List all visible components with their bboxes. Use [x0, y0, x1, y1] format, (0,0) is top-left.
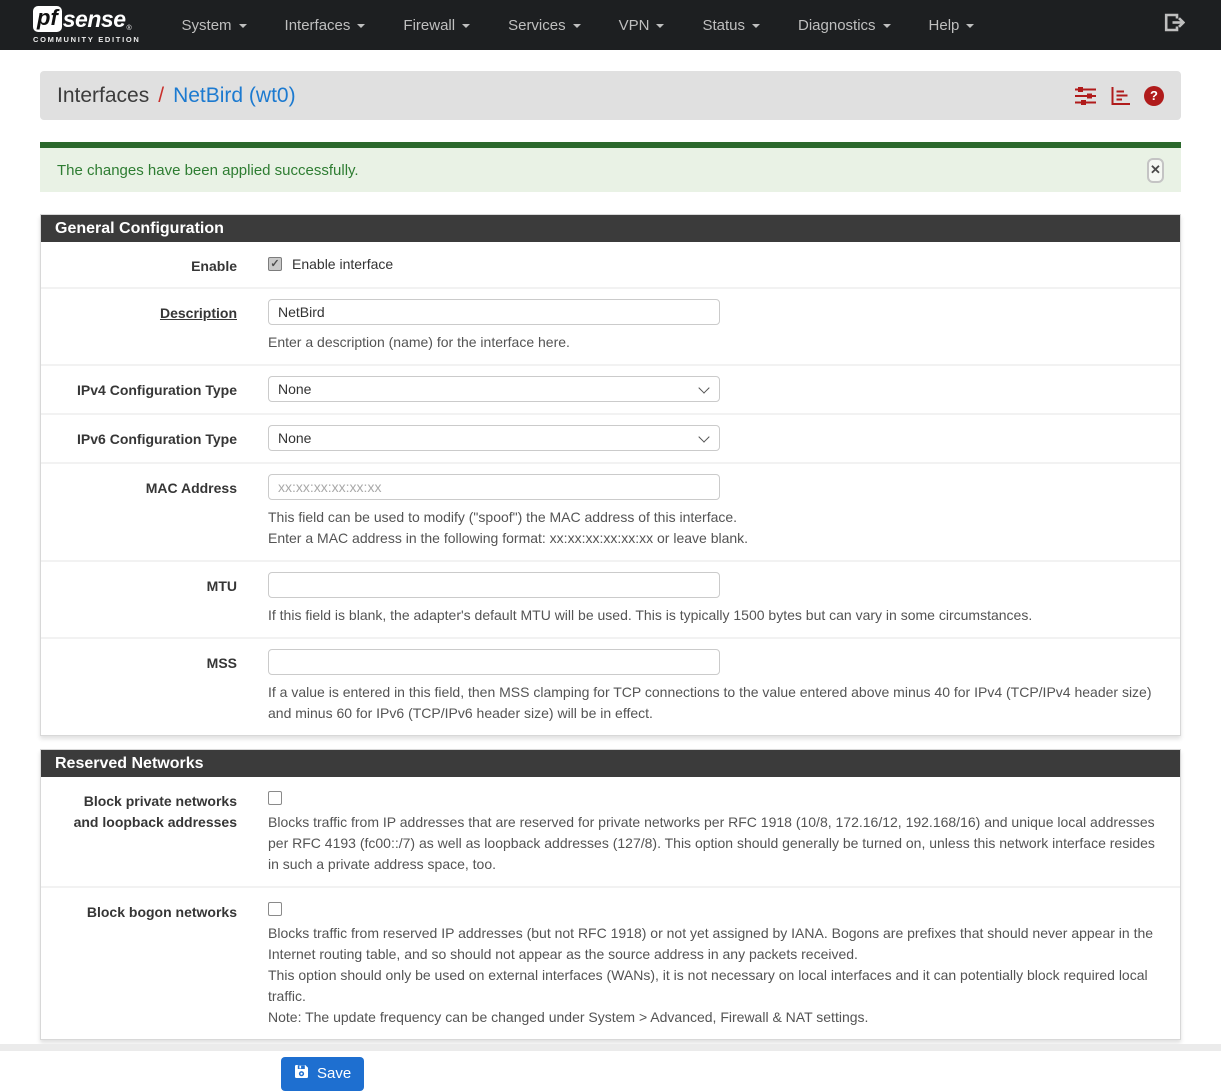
description-help: Enter a description (name) for the interface here.	[268, 334, 570, 351]
description-label	[41, 299, 237, 353]
menu-interfaces[interactable]	[266, 2, 385, 49]
floppy-save-icon	[294, 1064, 309, 1083]
ipv4-config-control	[268, 376, 1166, 402]
main-menu	[163, 2, 994, 49]
logout-button[interactable]	[1158, 7, 1191, 43]
general-configuration-body	[41, 242, 1180, 735]
block-private-row	[41, 777, 1180, 886]
block-bogon-help	[268, 923, 1166, 1028]
enable-checkbox-line	[268, 252, 1166, 272]
mtu-label: MTU	[206, 578, 237, 595]
caret-down-icon	[883, 24, 891, 28]
menu-status-label: Status	[702, 16, 745, 34]
menu-interfaces-label: Interfaces	[284, 16, 351, 34]
caret-down-icon	[462, 24, 470, 28]
menu-firewall[interactable]	[384, 2, 489, 49]
mtu-help: If this field is blank, the adapter's default MTU will be used. This is typically 1500 bytes but can vary in some circumstances.	[268, 607, 1033, 624]
reserved-networks-panel	[40, 749, 1181, 1040]
close-icon[interactable]: ✕	[1147, 158, 1164, 183]
ipv6-config-row	[41, 413, 1180, 462]
caret-down-icon	[573, 24, 581, 28]
community-edition-label: COMMUNITY EDITION	[33, 35, 141, 44]
chevron-down-icon	[698, 432, 709, 443]
block-private-control	[268, 787, 1166, 875]
mtu-control	[268, 572, 1166, 626]
ipv6-config-select[interactable]	[268, 425, 720, 451]
mss-control	[268, 649, 1166, 724]
mac-address-input[interactable]	[268, 474, 720, 500]
breadcrumb-actions	[1074, 86, 1164, 106]
caret-down-icon	[656, 24, 664, 28]
description-label-text: Description	[159, 305, 237, 322]
sign-out-icon	[1164, 13, 1185, 37]
menu-services[interactable]	[489, 2, 600, 49]
mss-row	[41, 637, 1180, 735]
ipv6-config-selected-value: None	[278, 430, 312, 447]
mtu-input[interactable]	[268, 572, 720, 598]
description-row	[41, 287, 1180, 364]
menu-diagnostics-label: Diagnostics	[798, 16, 876, 34]
menu-vpn-label: VPN	[618, 16, 650, 34]
block-bogon-help-line3: Note: The update frequency can be changed under System > Advanced, Firewall & NAT settings.	[268, 1009, 869, 1026]
caret-down-icon	[752, 24, 760, 28]
block-bogon-label: Block bogon networks	[86, 904, 237, 921]
block-bogon-help-line2: This option should only be used on external interfaces (WANs), it is not necessary on local interfaces and it can potentially block required local traffic.	[268, 967, 1148, 1005]
ipv6-config-label: IPv6 Configuration Type	[77, 431, 237, 448]
page-content	[0, 71, 1221, 1091]
block-bogon-checkbox-line	[268, 898, 1166, 916]
mac-address-help	[268, 507, 1166, 549]
status-logs-icon[interactable]	[1110, 86, 1131, 106]
mac-address-row	[41, 462, 1180, 560]
description-input[interactable]	[268, 299, 720, 325]
reserved-networks-body	[41, 777, 1180, 1039]
help-question-glyph: ?	[1144, 86, 1164, 106]
menu-system-label: System	[181, 16, 232, 34]
breadcrumb-page: NetBird (wt0)	[173, 83, 296, 107]
caret-down-icon	[357, 24, 365, 28]
block-private-label-text: Block private networks and loopback addresses	[73, 793, 237, 830]
general-configuration-panel	[40, 214, 1181, 736]
pfsense-logo-wordmark	[33, 6, 132, 32]
block-bogon-row	[41, 886, 1180, 1039]
ipv4-config-row	[41, 364, 1180, 413]
enable-control	[268, 252, 1166, 276]
menu-services-label: Services	[508, 16, 566, 34]
mac-address-control	[268, 474, 1166, 549]
sense-logo-text: sense	[62, 5, 126, 32]
block-private-help: Blocks traffic from IP addresses that are reserved for private networks per RFC 1918 (10/8, 172.16/12, 192.168/16) and unique local addresses per RFC 4193 (fc00::/7) as well as loopback addresses (127/8). This option should generally be turned on, unless this network interface resides in such a private address space, too.	[268, 814, 1155, 873]
ipv4-config-selected-value: None	[278, 381, 312, 398]
breadcrumb-separator: /	[158, 83, 165, 107]
breadcrumb	[40, 71, 1181, 120]
mss-input[interactable]	[268, 649, 720, 675]
caret-down-icon	[966, 24, 974, 28]
block-bogon-checkbox[interactable]	[268, 902, 282, 916]
related-settings-icon[interactable]	[1074, 86, 1097, 106]
reserved-networks-header: Reserved Networks	[41, 750, 1180, 777]
menu-system[interactable]	[163, 2, 266, 49]
menu-help-label: Help	[928, 16, 960, 34]
block-private-label	[41, 787, 237, 875]
chevron-down-icon	[698, 383, 709, 394]
menu-vpn[interactable]	[600, 2, 684, 49]
menu-firewall-label: Firewall	[403, 16, 456, 34]
description-control	[268, 299, 1166, 353]
block-private-checkbox-line	[268, 787, 1166, 805]
ipv4-config-select[interactable]	[268, 376, 720, 402]
enable-checkbox[interactable]	[268, 257, 282, 271]
enable-row	[41, 242, 1180, 287]
breadcrumb-section[interactable]: Interfaces	[57, 83, 150, 107]
mac-address-help-line1: This field can be used to modify ("spoof") the MAC address of this interface.	[268, 509, 738, 526]
ipv4-config-label: IPv4 Configuration Type	[77, 382, 237, 399]
top-navbar	[0, 0, 1221, 50]
general-configuration-header: General Configuration	[41, 215, 1180, 242]
block-private-checkbox[interactable]	[268, 791, 282, 805]
ipv6-config-control	[268, 425, 1166, 451]
form-actions	[281, 1057, 1181, 1091]
success-alert	[40, 142, 1181, 192]
help-icon[interactable]	[1144, 86, 1164, 106]
footer-strip	[0, 1044, 1221, 1051]
registered-mark: ®	[126, 25, 132, 32]
pfsense-logo[interactable]	[33, 6, 141, 44]
block-bogon-control	[268, 898, 1166, 1028]
menu-help[interactable]	[910, 2, 994, 49]
menu-status[interactable]	[683, 2, 779, 49]
save-button-label: Save	[317, 1065, 352, 1083]
menu-diagnostics[interactable]	[779, 2, 910, 49]
mss-help: If a value is entered in this field, then MSS clamping for TCP connections to the value entered above minus 40 for IPv4 (TCP/IPv4 header size) and minus 60 for IPv6 (TCP/IPv6 header size) will be in effect.	[268, 684, 1152, 722]
enable-checkbox-label: Enable interface	[292, 256, 394, 272]
mac-address-help-line2: Enter a MAC address in the following format: xx:xx:xx:xx:xx:xx or leave blank.	[268, 530, 749, 547]
success-alert-message: The changes have been applied successfully.	[57, 161, 359, 179]
block-bogon-help-line1: Blocks traffic from reserved IP addresses (but not RFC 1918) or not yet assigned by IANA. Bogons are prefixes that should never appear in the Internet routing table, and so should not appear as the source address in any packets received.	[268, 925, 1154, 963]
mac-address-label: MAC Address	[145, 480, 237, 497]
pf-logo-box: pf	[33, 6, 62, 32]
mss-label: MSS	[206, 655, 237, 672]
caret-down-icon	[239, 24, 247, 28]
enable-label: Enable	[191, 258, 237, 274]
save-button[interactable]	[281, 1057, 364, 1091]
mtu-row	[41, 560, 1180, 637]
